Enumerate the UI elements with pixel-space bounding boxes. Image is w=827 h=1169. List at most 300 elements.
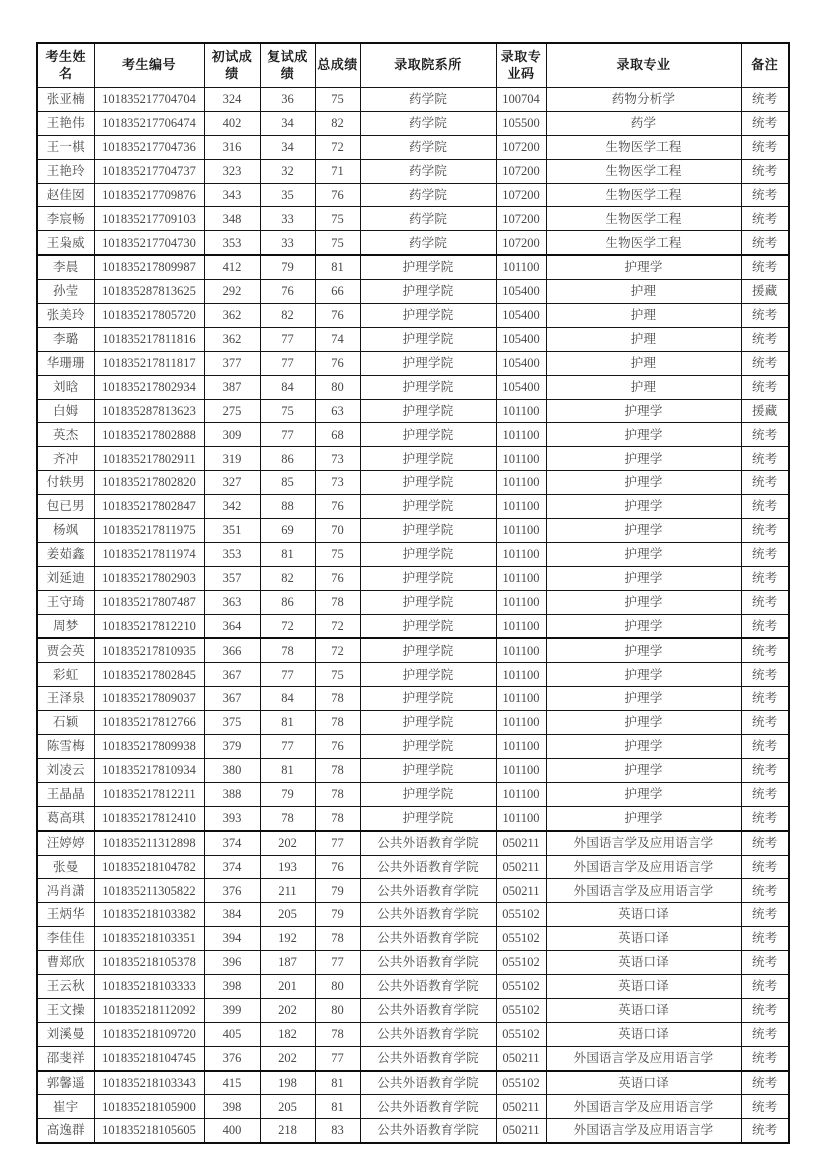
cell-initial-score: 393 bbox=[204, 806, 260, 830]
cell-candidate-id: 101835217704704 bbox=[94, 88, 204, 112]
cell-total-score: 74 bbox=[315, 327, 360, 351]
cell-name: 刘凌云 bbox=[37, 758, 94, 782]
cell-retest-score: 78 bbox=[260, 638, 315, 662]
col-header-major: 录取专业 bbox=[546, 43, 741, 88]
cell-note: 统考 bbox=[741, 327, 789, 351]
table-row bbox=[37, 590, 789, 614]
cell-department: 护理学院 bbox=[360, 423, 496, 447]
cell-total-score: 80 bbox=[315, 375, 360, 399]
cell-retest-score: 76 bbox=[260, 280, 315, 304]
cell-name: 陈雪梅 bbox=[37, 735, 94, 759]
cell-note: 统考 bbox=[741, 1071, 789, 1095]
table-row bbox=[37, 255, 789, 279]
cell-total-score: 77 bbox=[315, 951, 360, 975]
cell-major-code: 101100 bbox=[496, 566, 546, 590]
cell-name: 英杰 bbox=[37, 423, 94, 447]
cell-total-score: 76 bbox=[315, 183, 360, 207]
cell-note: 统考 bbox=[741, 542, 789, 566]
cell-major: 护理学 bbox=[546, 423, 741, 447]
cell-department: 药学院 bbox=[360, 183, 496, 207]
cell-name: 李晨 bbox=[37, 255, 94, 279]
cell-major: 护理 bbox=[546, 375, 741, 399]
cell-total-score: 71 bbox=[315, 159, 360, 183]
cell-retest-score: 85 bbox=[260, 471, 315, 495]
cell-retest-score: 82 bbox=[260, 304, 315, 328]
cell-name: 李璐 bbox=[37, 327, 94, 351]
cell-initial-score: 398 bbox=[204, 1095, 260, 1119]
cell-note: 统考 bbox=[741, 927, 789, 951]
cell-initial-score: 394 bbox=[204, 927, 260, 951]
cell-candidate-id: 101835217706474 bbox=[94, 111, 204, 135]
cell-note: 统考 bbox=[741, 183, 789, 207]
cell-department: 药学院 bbox=[360, 135, 496, 159]
cell-note: 统考 bbox=[741, 375, 789, 399]
cell-major: 外国语言学及应用语言学 bbox=[546, 1095, 741, 1119]
cell-candidate-id: 101835218103351 bbox=[94, 927, 204, 951]
cell-retest-score: 86 bbox=[260, 447, 315, 471]
cell-name: 刘晗 bbox=[37, 375, 94, 399]
cell-retest-score: 34 bbox=[260, 111, 315, 135]
cell-department: 公共外语教育学院 bbox=[360, 831, 496, 855]
cell-note: 统考 bbox=[741, 231, 789, 255]
cell-major-code: 055102 bbox=[496, 1022, 546, 1046]
cell-initial-score: 384 bbox=[204, 903, 260, 927]
cell-major: 护理 bbox=[546, 280, 741, 304]
cell-note: 统考 bbox=[741, 806, 789, 830]
cell-initial-score: 377 bbox=[204, 351, 260, 375]
cell-department: 护理学院 bbox=[360, 447, 496, 471]
table-row bbox=[37, 327, 789, 351]
cell-name: 齐冲 bbox=[37, 447, 94, 471]
cell-name: 汪婷婷 bbox=[37, 831, 94, 855]
cell-candidate-id: 101835217704730 bbox=[94, 231, 204, 255]
cell-major-code: 101100 bbox=[496, 711, 546, 735]
cell-major-code: 107200 bbox=[496, 207, 546, 231]
cell-major-code: 055102 bbox=[496, 951, 546, 975]
cell-name: 姜茹鑫 bbox=[37, 542, 94, 566]
cell-retest-score: 77 bbox=[260, 423, 315, 447]
cell-major: 英语口译 bbox=[546, 1022, 741, 1046]
cell-major-code: 105400 bbox=[496, 375, 546, 399]
cell-initial-score: 309 bbox=[204, 423, 260, 447]
cell-major-code: 050211 bbox=[496, 1046, 546, 1070]
cell-total-score: 79 bbox=[315, 879, 360, 903]
cell-major: 护理学 bbox=[546, 782, 741, 806]
table-row bbox=[37, 447, 789, 471]
cell-retest-score: 182 bbox=[260, 1022, 315, 1046]
cell-candidate-id: 101835217811816 bbox=[94, 327, 204, 351]
cell-major: 护理学 bbox=[546, 542, 741, 566]
table-row bbox=[37, 951, 789, 975]
cell-major: 英语口译 bbox=[546, 903, 741, 927]
cell-major-code: 050211 bbox=[496, 855, 546, 879]
table-row bbox=[37, 927, 789, 951]
cell-name: 付轶男 bbox=[37, 471, 94, 495]
cell-name: 贾会英 bbox=[37, 638, 94, 662]
cell-major: 英语口译 bbox=[546, 998, 741, 1022]
cell-name: 王炳华 bbox=[37, 903, 94, 927]
cell-candidate-id: 101835217802903 bbox=[94, 566, 204, 590]
cell-major-code: 101100 bbox=[496, 495, 546, 519]
cell-retest-score: 81 bbox=[260, 542, 315, 566]
cell-note: 统考 bbox=[741, 831, 789, 855]
cell-total-score: 83 bbox=[315, 1119, 360, 1143]
cell-major: 护理学 bbox=[546, 735, 741, 759]
cell-candidate-id: 101835218103382 bbox=[94, 903, 204, 927]
cell-total-score: 75 bbox=[315, 207, 360, 231]
cell-total-score: 78 bbox=[315, 782, 360, 806]
col-header-note: 备注 bbox=[741, 43, 789, 88]
cell-initial-score: 351 bbox=[204, 519, 260, 543]
col-header-candidate-id: 考生编号 bbox=[94, 43, 204, 88]
cell-total-score: 66 bbox=[315, 280, 360, 304]
cell-name: 王泽泉 bbox=[37, 687, 94, 711]
cell-major: 英语口译 bbox=[546, 974, 741, 998]
col-header-initial-score: 初试成绩 bbox=[204, 43, 260, 88]
table-row bbox=[37, 711, 789, 735]
cell-note: 统考 bbox=[741, 351, 789, 375]
cell-department: 护理学院 bbox=[360, 782, 496, 806]
table-row bbox=[37, 806, 789, 830]
cell-major-code: 107200 bbox=[496, 135, 546, 159]
cell-major-code: 101100 bbox=[496, 423, 546, 447]
cell-note: 统考 bbox=[741, 423, 789, 447]
cell-initial-score: 376 bbox=[204, 879, 260, 903]
cell-major-code: 101100 bbox=[496, 519, 546, 543]
table-row bbox=[37, 280, 789, 304]
table-row bbox=[37, 998, 789, 1022]
cell-major: 护理 bbox=[546, 351, 741, 375]
cell-name: 王守琦 bbox=[37, 590, 94, 614]
cell-candidate-id: 101835211312898 bbox=[94, 831, 204, 855]
cell-candidate-id: 101835217709103 bbox=[94, 207, 204, 231]
cell-initial-score: 374 bbox=[204, 855, 260, 879]
table-row bbox=[37, 183, 789, 207]
cell-major-code: 055102 bbox=[496, 998, 546, 1022]
table-row bbox=[37, 231, 789, 255]
cell-department: 护理学院 bbox=[360, 614, 496, 638]
cell-major: 外国语言学及应用语言学 bbox=[546, 855, 741, 879]
cell-total-score: 78 bbox=[315, 711, 360, 735]
cell-retest-score: 202 bbox=[260, 831, 315, 855]
cell-candidate-id: 101835217704737 bbox=[94, 159, 204, 183]
cell-note: 统考 bbox=[741, 687, 789, 711]
cell-total-score: 76 bbox=[315, 304, 360, 328]
cell-candidate-id: 101835218103333 bbox=[94, 974, 204, 998]
cell-initial-score: 375 bbox=[204, 711, 260, 735]
cell-department: 护理学院 bbox=[360, 495, 496, 519]
cell-major-code: 101100 bbox=[496, 542, 546, 566]
cell-note: 统考 bbox=[741, 495, 789, 519]
cell-retest-score: 81 bbox=[260, 758, 315, 782]
cell-note: 统考 bbox=[741, 255, 789, 279]
cell-department: 公共外语教育学院 bbox=[360, 1022, 496, 1046]
cell-candidate-id: 101835217807487 bbox=[94, 590, 204, 614]
cell-note: 统考 bbox=[741, 758, 789, 782]
cell-initial-score: 275 bbox=[204, 399, 260, 423]
cell-initial-score: 367 bbox=[204, 687, 260, 711]
cell-department: 护理学院 bbox=[360, 327, 496, 351]
cell-retest-score: 69 bbox=[260, 519, 315, 543]
cell-initial-score: 387 bbox=[204, 375, 260, 399]
cell-candidate-id: 101835217811974 bbox=[94, 542, 204, 566]
cell-note: 统考 bbox=[741, 207, 789, 231]
cell-retest-score: 84 bbox=[260, 687, 315, 711]
cell-total-score: 77 bbox=[315, 831, 360, 855]
cell-department: 护理学院 bbox=[360, 663, 496, 687]
cell-major-code: 101100 bbox=[496, 447, 546, 471]
cell-note: 统考 bbox=[741, 614, 789, 638]
cell-candidate-id: 101835217812210 bbox=[94, 614, 204, 638]
cell-department: 护理学院 bbox=[360, 375, 496, 399]
cell-name: 石颖 bbox=[37, 711, 94, 735]
cell-candidate-id: 101835217802820 bbox=[94, 471, 204, 495]
cell-major-code: 101100 bbox=[496, 471, 546, 495]
cell-department: 公共外语教育学院 bbox=[360, 855, 496, 879]
cell-total-score: 78 bbox=[315, 927, 360, 951]
cell-department: 公共外语教育学院 bbox=[360, 927, 496, 951]
cell-total-score: 75 bbox=[315, 663, 360, 687]
cell-major: 药物分析学 bbox=[546, 88, 741, 112]
cell-name: 郭馨遥 bbox=[37, 1071, 94, 1095]
cell-total-score: 63 bbox=[315, 399, 360, 423]
cell-name: 张亚楠 bbox=[37, 88, 94, 112]
cell-major-code: 101100 bbox=[496, 782, 546, 806]
cell-note: 援藏 bbox=[741, 280, 789, 304]
cell-initial-score: 374 bbox=[204, 831, 260, 855]
cell-total-score: 81 bbox=[315, 1071, 360, 1095]
cell-candidate-id: 101835217809938 bbox=[94, 735, 204, 759]
cell-candidate-id: 101835218104782 bbox=[94, 855, 204, 879]
cell-note: 统考 bbox=[741, 903, 789, 927]
cell-retest-score: 192 bbox=[260, 927, 315, 951]
col-header-retest-score: 复试成绩 bbox=[260, 43, 315, 88]
cell-name: 李佳佳 bbox=[37, 927, 94, 951]
table-row bbox=[37, 88, 789, 112]
cell-candidate-id: 101835217812766 bbox=[94, 711, 204, 735]
cell-name: 王枭威 bbox=[37, 231, 94, 255]
cell-initial-score: 376 bbox=[204, 1046, 260, 1070]
col-header-total-score: 总成绩 bbox=[315, 43, 360, 88]
cell-initial-score: 292 bbox=[204, 280, 260, 304]
cell-department: 公共外语教育学院 bbox=[360, 974, 496, 998]
cell-candidate-id: 101835218105378 bbox=[94, 951, 204, 975]
cell-candidate-id: 101835211305822 bbox=[94, 879, 204, 903]
cell-major-code: 105400 bbox=[496, 280, 546, 304]
col-header-name: 考生姓名 bbox=[37, 43, 94, 88]
cell-major: 英语口译 bbox=[546, 1071, 741, 1095]
cell-name: 王云秋 bbox=[37, 974, 94, 998]
cell-department: 护理学院 bbox=[360, 255, 496, 279]
cell-name: 高逸群 bbox=[37, 1119, 94, 1143]
cell-major-code: 101100 bbox=[496, 255, 546, 279]
cell-note: 统考 bbox=[741, 1095, 789, 1119]
cell-major-code: 055102 bbox=[496, 974, 546, 998]
cell-candidate-id: 101835217809987 bbox=[94, 255, 204, 279]
cell-initial-score: 342 bbox=[204, 495, 260, 519]
cell-department: 护理学院 bbox=[360, 399, 496, 423]
cell-major: 护理学 bbox=[546, 519, 741, 543]
cell-retest-score: 218 bbox=[260, 1119, 315, 1143]
cell-name: 周梦 bbox=[37, 614, 94, 638]
cell-major: 护理学 bbox=[546, 806, 741, 830]
cell-retest-score: 79 bbox=[260, 782, 315, 806]
cell-total-score: 73 bbox=[315, 471, 360, 495]
cell-note: 统考 bbox=[741, 638, 789, 662]
cell-initial-score: 343 bbox=[204, 183, 260, 207]
cell-retest-score: 81 bbox=[260, 711, 315, 735]
cell-note: 统考 bbox=[741, 304, 789, 328]
cell-major: 英语口译 bbox=[546, 927, 741, 951]
cell-major: 护理学 bbox=[546, 399, 741, 423]
cell-department: 公共外语教育学院 bbox=[360, 1071, 496, 1095]
cell-candidate-id: 101835217802911 bbox=[94, 447, 204, 471]
table-header bbox=[37, 43, 789, 88]
cell-note: 统考 bbox=[741, 1046, 789, 1070]
cell-department: 护理学院 bbox=[360, 471, 496, 495]
cell-retest-score: 77 bbox=[260, 663, 315, 687]
cell-initial-score: 400 bbox=[204, 1119, 260, 1143]
cell-candidate-id: 101835217805720 bbox=[94, 304, 204, 328]
cell-total-score: 78 bbox=[315, 590, 360, 614]
cell-major: 外国语言学及应用语言学 bbox=[546, 1046, 741, 1070]
cell-candidate-id: 101835217802888 bbox=[94, 423, 204, 447]
cell-retest-score: 77 bbox=[260, 327, 315, 351]
table-row bbox=[37, 566, 789, 590]
cell-department: 护理学院 bbox=[360, 542, 496, 566]
cell-note: 统考 bbox=[741, 663, 789, 687]
cell-total-score: 72 bbox=[315, 638, 360, 662]
cell-total-score: 80 bbox=[315, 974, 360, 998]
cell-retest-score: 72 bbox=[260, 614, 315, 638]
cell-major: 英语口译 bbox=[546, 951, 741, 975]
cell-name: 杨飒 bbox=[37, 519, 94, 543]
cell-total-score: 68 bbox=[315, 423, 360, 447]
cell-department: 药学院 bbox=[360, 231, 496, 255]
cell-major: 护理学 bbox=[546, 471, 741, 495]
admission-results-table bbox=[36, 42, 790, 1144]
cell-major: 护理学 bbox=[546, 495, 741, 519]
cell-department: 药学院 bbox=[360, 207, 496, 231]
cell-retest-score: 79 bbox=[260, 255, 315, 279]
table-row bbox=[37, 135, 789, 159]
cell-major-code: 101100 bbox=[496, 614, 546, 638]
cell-candidate-id: 101835217810934 bbox=[94, 758, 204, 782]
cell-candidate-id: 101835218104745 bbox=[94, 1046, 204, 1070]
cell-total-score: 81 bbox=[315, 255, 360, 279]
cell-note: 援藏 bbox=[741, 399, 789, 423]
table-row bbox=[37, 638, 789, 662]
cell-retest-score: 202 bbox=[260, 998, 315, 1022]
cell-total-score: 76 bbox=[315, 855, 360, 879]
cell-initial-score: 405 bbox=[204, 1022, 260, 1046]
cell-major: 外国语言学及应用语言学 bbox=[546, 831, 741, 855]
cell-name: 邵斐祥 bbox=[37, 1046, 94, 1070]
cell-initial-score: 366 bbox=[204, 638, 260, 662]
cell-major-code: 101100 bbox=[496, 663, 546, 687]
cell-initial-score: 323 bbox=[204, 159, 260, 183]
cell-department: 公共外语教育学院 bbox=[360, 998, 496, 1022]
table-body bbox=[37, 88, 789, 1144]
table-row bbox=[37, 1022, 789, 1046]
cell-note: 统考 bbox=[741, 1119, 789, 1143]
cell-major: 生物医学工程 bbox=[546, 183, 741, 207]
cell-name: 王文操 bbox=[37, 998, 94, 1022]
cell-total-score: 82 bbox=[315, 111, 360, 135]
cell-initial-score: 398 bbox=[204, 974, 260, 998]
table-row bbox=[37, 1119, 789, 1143]
cell-total-score: 78 bbox=[315, 1022, 360, 1046]
cell-retest-score: 77 bbox=[260, 735, 315, 759]
cell-name: 张美玲 bbox=[37, 304, 94, 328]
cell-total-score: 75 bbox=[315, 231, 360, 255]
cell-initial-score: 399 bbox=[204, 998, 260, 1022]
cell-initial-score: 316 bbox=[204, 135, 260, 159]
cell-department: 药学院 bbox=[360, 159, 496, 183]
cell-candidate-id: 101835287813623 bbox=[94, 399, 204, 423]
cell-retest-score: 36 bbox=[260, 88, 315, 112]
cell-note: 统考 bbox=[741, 879, 789, 903]
cell-candidate-id: 101835218112092 bbox=[94, 998, 204, 1022]
cell-major-code: 055102 bbox=[496, 903, 546, 927]
cell-note: 统考 bbox=[741, 711, 789, 735]
cell-note: 统考 bbox=[741, 566, 789, 590]
cell-major-code: 107200 bbox=[496, 231, 546, 255]
cell-major-code: 101100 bbox=[496, 735, 546, 759]
cell-retest-score: 187 bbox=[260, 951, 315, 975]
cell-initial-score: 362 bbox=[204, 327, 260, 351]
cell-total-score: 80 bbox=[315, 998, 360, 1022]
cell-name: 白姆 bbox=[37, 399, 94, 423]
table-row bbox=[37, 423, 789, 447]
cell-name: 葛高琪 bbox=[37, 806, 94, 830]
table-row bbox=[37, 399, 789, 423]
table-row bbox=[37, 471, 789, 495]
cell-major-code: 101100 bbox=[496, 399, 546, 423]
cell-name: 王艳伟 bbox=[37, 111, 94, 135]
cell-note: 统考 bbox=[741, 159, 789, 183]
cell-major-code: 050211 bbox=[496, 1095, 546, 1119]
cell-initial-score: 327 bbox=[204, 471, 260, 495]
cell-candidate-id: 101835218103343 bbox=[94, 1071, 204, 1095]
cell-candidate-id: 101835217802847 bbox=[94, 495, 204, 519]
cell-retest-score: 35 bbox=[260, 183, 315, 207]
cell-major-code: 100704 bbox=[496, 88, 546, 112]
table-row bbox=[37, 735, 789, 759]
cell-department: 护理学院 bbox=[360, 735, 496, 759]
table-row bbox=[37, 687, 789, 711]
cell-department: 护理学院 bbox=[360, 687, 496, 711]
cell-department: 护理学院 bbox=[360, 758, 496, 782]
cell-department: 药学院 bbox=[360, 111, 496, 135]
cell-name: 曹郑欣 bbox=[37, 951, 94, 975]
cell-major: 护理学 bbox=[546, 447, 741, 471]
cell-department: 护理学院 bbox=[360, 590, 496, 614]
cell-major: 护理学 bbox=[546, 687, 741, 711]
cell-major: 护理 bbox=[546, 304, 741, 328]
cell-candidate-id: 101835287813625 bbox=[94, 280, 204, 304]
cell-department: 护理学院 bbox=[360, 304, 496, 328]
cell-name: 赵佳囡 bbox=[37, 183, 94, 207]
cell-major-code: 101100 bbox=[496, 590, 546, 614]
cell-major: 护理学 bbox=[546, 638, 741, 662]
table-row bbox=[37, 351, 789, 375]
cell-major: 护理学 bbox=[546, 711, 741, 735]
table-row bbox=[37, 879, 789, 903]
cell-major-code: 105500 bbox=[496, 111, 546, 135]
cell-candidate-id: 101835217809037 bbox=[94, 687, 204, 711]
table-row bbox=[37, 495, 789, 519]
